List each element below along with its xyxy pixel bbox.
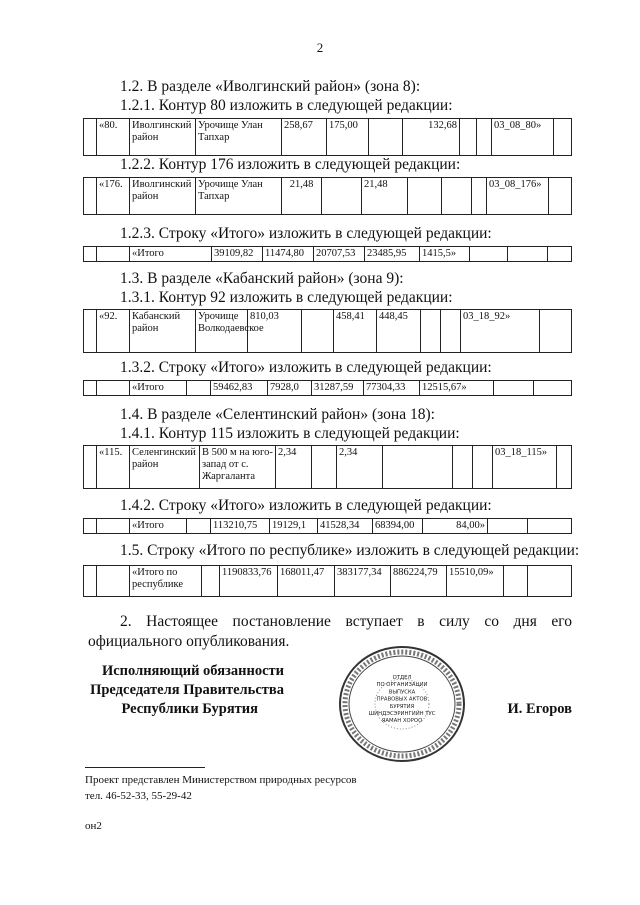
table-contour-115 [83,445,572,489]
cell [421,310,441,353]
cell: 03_08_80» [492,119,554,156]
footer-note [85,772,357,804]
cell [202,566,220,597]
cell: 810,03 [248,310,302,353]
cell [408,178,442,215]
table-total-zone8 [83,246,572,262]
cell: 21,48 [282,178,322,215]
cell [84,446,97,489]
heading-1-3-1: 1.3.1. Контур 92 изложить в следующей редакции: [120,289,453,306]
cell [84,178,97,215]
seal-text-line: ОТДЕЛ [392,675,412,681]
cell: Иволгинский район [130,178,196,215]
cell [534,381,572,396]
cell: Иволгинский район [130,119,196,156]
cell: 7928,0 [268,381,312,396]
cell [473,446,493,489]
heading-1-3-2: 1.3.2. Строку «Итого» изложить в следующей редакции: [120,359,492,376]
heading-1-2-2: 1.2.2. Контур 176 изложить в следующей редакции: [120,156,461,173]
table-contour-80 [83,118,572,156]
cell: 2,34 [337,446,383,489]
seal-text-line: ПРАВОВЫХ АКТОВ [376,696,428,703]
cell [494,381,534,396]
cell: 458,41 [334,310,377,353]
cell: 168011,47 [278,566,335,597]
cell: Урочище Волкодаевское [196,310,248,353]
cell [97,381,130,396]
cell [187,519,211,534]
footer-code: он2 [85,820,102,832]
cell [84,310,97,353]
cell [97,566,130,597]
cell [470,247,508,262]
paragraph-2: 2. Настоящее постановление вступает в силу со дня его официального опубликования. [88,613,572,650]
cell [84,247,97,262]
cell [549,178,572,215]
cell: 175,00 [327,119,369,156]
cell: Селенгинский район [130,446,200,489]
signer-name: И. Егоров [507,701,572,717]
cell [322,178,362,215]
cell: 03_18_115» [493,446,557,489]
cell [453,446,473,489]
heading-1-3: 1.3. В разделе «Кабанский район» (зона 9): [120,270,404,287]
footer-divider [85,767,205,768]
cell [187,381,211,396]
cell [369,119,403,156]
cell: 39109,82 [212,247,263,262]
cell: 2,34 [276,446,312,489]
cell: «Итого [130,519,187,534]
cell [442,178,472,215]
cell: Урочище Улан Тапхар [196,178,282,215]
cell: 12515,67» [420,381,494,396]
cell [528,519,572,534]
cell [84,519,97,534]
cell: Урочище Улан Тапхар [196,119,282,156]
table-contour-176 [83,177,572,215]
cell: «115. [97,446,130,489]
cell [383,446,453,489]
cell [472,178,487,215]
official-seal [338,645,466,763]
cell: 886224,79 [391,566,447,597]
cell: 21,48 [362,178,408,215]
cell [441,310,461,353]
cell [84,119,97,156]
cell [97,519,130,534]
cell [504,566,528,597]
cell: «Итого [130,381,187,396]
heading-1-4: 1.4. В разделе «Селентинский район» (зона 18): [120,406,435,423]
cell [460,119,477,156]
cell: 23485,95 [365,247,420,262]
cell [302,310,334,353]
cell [540,310,572,353]
table-total-republic [83,565,572,597]
seal-text-line: ПО ОРГАНИЗАЦИИ [376,682,428,689]
cell: Кабанский район [130,310,196,353]
cell [312,446,337,489]
table-contour-92 [83,309,572,353]
cell: 03_08_176» [487,178,549,215]
heading-1-2-3: 1.2.3. Строку «Итого» изложить в следующей редакции: [120,225,492,242]
cell [477,119,492,156]
heading-1-4-1: 1.4.1. Контур 115 изложить в следующей редакции: [120,425,460,442]
cell: 1415,5» [420,247,470,262]
cell: 383177,34 [335,566,391,597]
cell: 132,68 [403,119,460,156]
cell: 31287,59 [312,381,364,396]
table-total-zone9 [83,380,572,396]
cell: 258,67 [282,119,327,156]
signature-line-1: Исполняющий обязанности [101,663,284,679]
cell [488,519,528,534]
heading-1-4-2: 1.4.2. Строку «Итого» изложить в следующей редакции: [120,497,492,514]
cell: 20707,53 [314,247,365,262]
cell [84,381,97,396]
cell: 15510,09» [447,566,504,597]
cell: В 500 м на юго-запад от с. Жаргаланта [200,446,276,489]
signature-line-2: Председателя Правительства [90,682,284,698]
cell: 03_18_92» [461,310,540,353]
cell: 68394,00 [373,519,423,534]
cell [528,566,572,597]
heading-1-5: 1.5. Строку «Итого по республике» изложить в следующей редакции: [120,542,580,559]
cell: «Итого [130,247,212,262]
signature-block [60,662,284,719]
cell: «176. [97,178,130,215]
heading-1-2: 1.2. В разделе «Иволгинский район» (зона 8): [120,78,421,95]
page-number: 2 [316,40,324,55]
cell [508,247,548,262]
cell: 41528,34 [318,519,373,534]
table-total-zone18 [83,518,572,534]
footer-line-1: Проект представлен Министерством природных ресурсов [85,774,357,786]
heading-1-2-1: 1.2.1. Контур 80 изложить в следующей редакции: [120,97,453,114]
cell: 84,00» [423,519,488,534]
cell: 113210,75 [211,519,270,534]
cell: «80. [97,119,130,156]
footer-line-2: тел. 46-52-33, 55-29-42 [85,790,192,802]
cell: 448,45 [377,310,421,353]
cell: 11474,80 [263,247,314,262]
cell: 77304,33 [364,381,420,396]
cell [548,247,572,262]
seal-text-line: ВЫПУСКА [388,689,416,696]
cell [84,566,97,597]
seal-text-line: БУРЯТИЯ [389,703,415,710]
cell: 59462,83 [211,381,268,396]
signature-line-3: Республики Бурятия [121,701,258,717]
seal-text-line: ШИНДЭСЭРИНГИЙН ТУС [368,711,436,717]
cell [97,247,130,262]
seal-text-line: ЯАМАН ХОРОО [381,718,423,725]
cell: «Итого по республике [130,566,202,597]
cell [557,446,572,489]
cell [554,119,572,156]
cell: «92. [97,310,130,353]
cell: 1190833,76 [220,566,278,597]
cell: 19129,1 [270,519,318,534]
